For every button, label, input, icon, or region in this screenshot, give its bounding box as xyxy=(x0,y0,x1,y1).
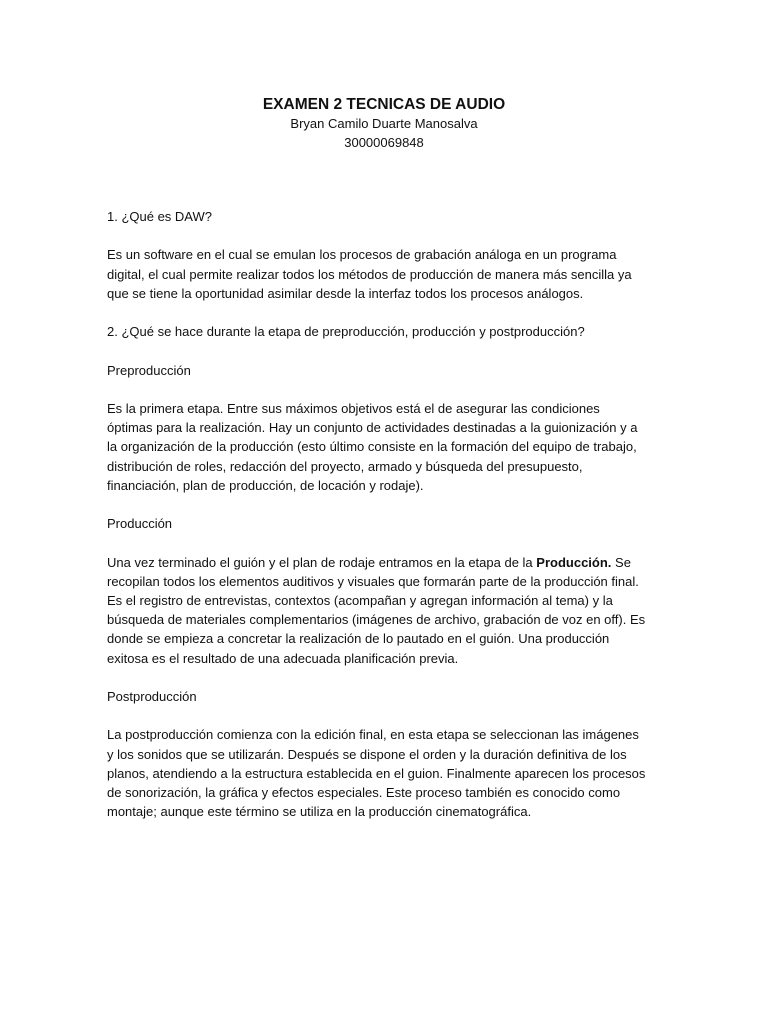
author-name: Bryan Camilo Duarte Manosalva xyxy=(290,116,478,131)
answer-1: Es un software en el cual se emulan los procesos de grabación análoga en un programa digital, el cual permite realizar todos los métodos de producción de manera más sencilla ya que se tiene la oportunidad asimilar desde la interfaz todos los procesos análogos. xyxy=(107,247,632,301)
document-title: EXAMEN 2 TECNICAS DE AUDIO xyxy=(262,96,506,113)
postproduction-heading: Postproducción xyxy=(107,688,197,704)
postproduction-body: La postproducción comienza con la edición final, en esta etapa se seleccionan las imágenes y los sonidos que se utilizarán. Después se dispone el orden y la duración definitiva de los planos, atendiendo a la estructura establecida en el guion. Finalmente aparecen los procesos de sonorización, la gráfica y efectos especiales. Este proceso también es conocido como montaje; aunque este término se utiliza en la producción cinematográfica. xyxy=(107,727,646,820)
preproduction-body: Es la primera etapa. Entre sus máximos objetivos está el de asegurar las condiciones óptimas para la realización. Hay un conjunto de actividades destinadas a la guionización y a la organización de la producción (esto último consiste en la formación del equipo de trabajo, distribución de roles, redacción del proyecto, armado y búsqueda del presupuesto, financiación, plan de producción, de locación y rodaje). xyxy=(107,400,638,493)
question-1: 1. ¿Qué es DAW? xyxy=(107,209,212,224)
preproduction-heading: Preproducción xyxy=(107,362,191,378)
production-body-bold: Producción. xyxy=(536,554,612,570)
document-body xyxy=(107,207,647,841)
question-2: 2. ¿Qué se hace durante la etapa de preproducción, producción y postproducción? xyxy=(107,324,585,340)
production-body-rest: Se recopilan todos los elementos auditivos y visuales que formarán parte de la producción final. Es el registro de entrevistas, contextos (acompañan y agregan información al tema) y la búsqueda de materiales complementarios (imágenes de archivo, grabación de voz en off). Es donde se empieza a concretar la realización de lo pautado en el guión. Una producción exitosa es el resultado de una adecuada planificación previa. xyxy=(107,554,646,666)
document-header xyxy=(0,95,768,152)
student-id: 30000069848 xyxy=(344,135,424,150)
production-heading: Producción xyxy=(107,516,173,532)
production-body-intro: Una vez terminado el guión y el plan de rodaje entramos en la etapa de la xyxy=(107,554,537,570)
production-body xyxy=(107,553,647,668)
